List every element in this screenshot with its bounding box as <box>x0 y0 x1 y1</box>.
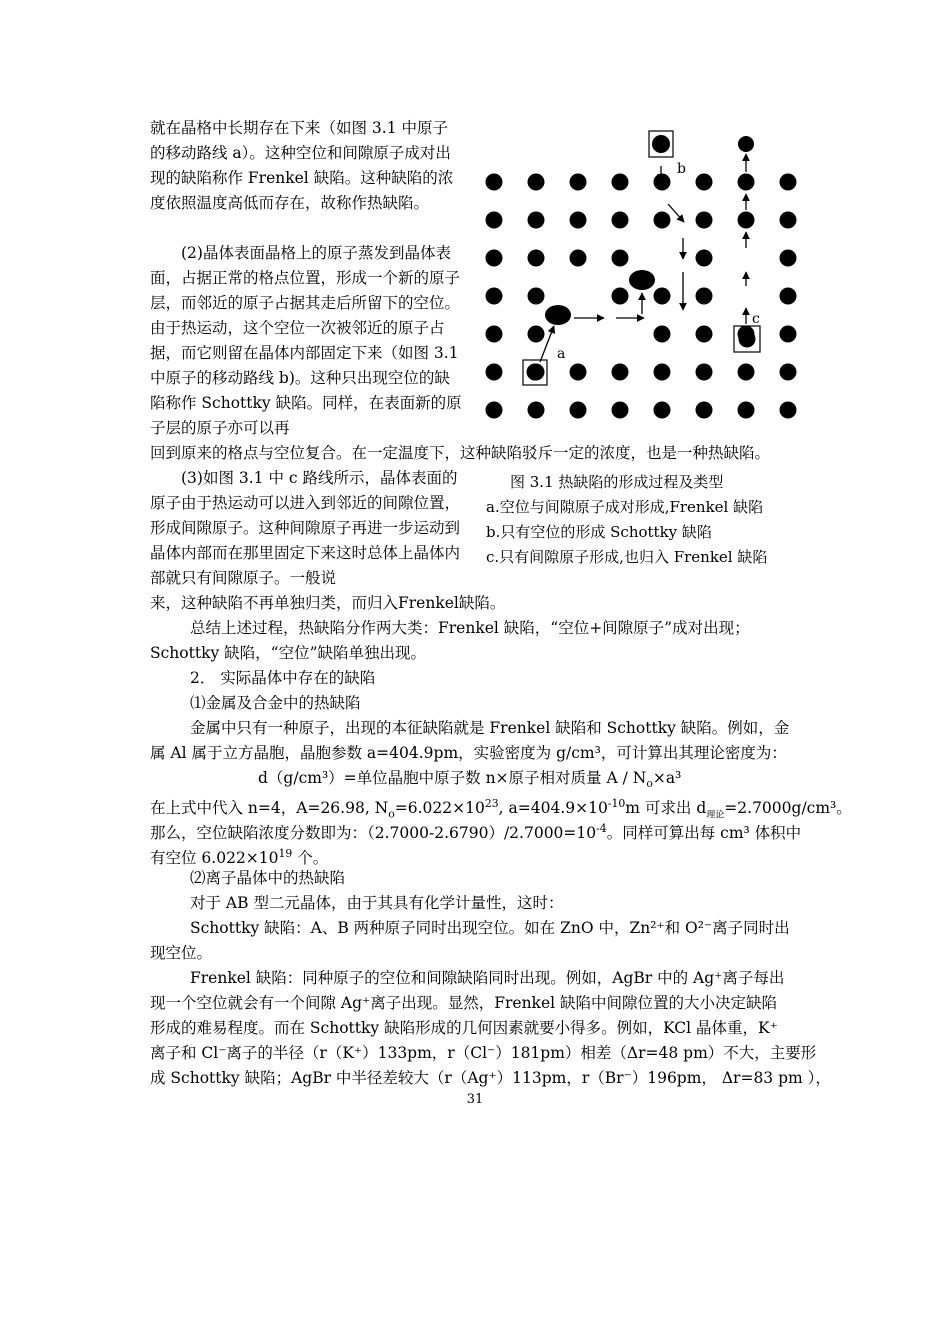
caption-a: a.空位与间隙原子成对形成,Frenkel 缺陷 <box>486 498 764 516</box>
ionic-line-1: 对于 AB 型二元晶体，由于其具有化学计量性，这时： <box>190 894 564 912</box>
lattice-atom <box>612 402 629 419</box>
lattice-atom <box>486 402 503 419</box>
lattice-atom <box>486 326 503 343</box>
lattice-atom <box>780 364 797 381</box>
lattice-atom <box>570 364 587 381</box>
lattice-atom <box>612 364 629 381</box>
sub1c: , a=404.9×10 <box>498 799 608 818</box>
formula-end: ×a³ <box>652 769 682 787</box>
lattice-atom <box>654 288 671 305</box>
lattice-atom <box>738 364 755 381</box>
lattice-atom <box>570 174 587 191</box>
sub1d: m 可求出 d <box>625 799 707 818</box>
summary-line-1: 总结上述过程，热缺陷分作两大类：Frenkel 缺陷，“空位+间隙原子”成对出现； <box>190 619 750 637</box>
page-number: 31 <box>466 1092 484 1107</box>
lattice-atom <box>696 174 713 191</box>
sub2a: 那么，空位缺陷浓度分数即为：（2.7000-2.6790）/2.7000=10 <box>150 824 597 843</box>
thermal-defect-figure <box>476 126 806 426</box>
lattice-atom <box>738 402 755 419</box>
frenkel-line-2: 现一个空位就会有一个间隙 Ag⁺离子出现。显然，Frenkel 缺陷中间隙位置的大小决定缺陷 <box>150 994 777 1012</box>
caption-title: 图 3.1 热缺陷的形成过程及类型 <box>510 473 724 491</box>
left-para-1-text: 就在晶格中长期存在下来（如图 3.1 中原子的移动路线 a）。这种空位和间隙原子成对出现的缺陷称作 Frenkel 缺陷。这种缺陷的浓度依照温度高低而存在，故称作热缺陷。 <box>150 119 454 212</box>
left-para-3-full <box>150 591 505 616</box>
lattice-atom <box>570 250 587 267</box>
sub1-exp2: -10 <box>607 797 626 810</box>
label-a: a <box>557 346 566 362</box>
lattice-atom <box>570 212 587 229</box>
sub2b: 。同样可算出每 cm³ 体积中 <box>606 824 802 843</box>
lattice-atom <box>780 250 797 267</box>
sub1-exp1: 23 <box>484 797 499 810</box>
lattice-atom <box>528 212 545 229</box>
lattice-atoms <box>486 174 797 419</box>
sub1-sub: o <box>388 807 395 821</box>
sub3-exp: 19 <box>278 847 293 860</box>
lattice-atom <box>738 212 755 229</box>
metal-line-1: 金属中只有一种原子，出现的本征缺陷就是 Frenkel 缺陷和 Schottky 缺陷。例如，金 <box>190 719 790 737</box>
sub2-exp: -4 <box>596 822 607 835</box>
lattice-atom <box>654 212 671 229</box>
surface-atom-b <box>652 135 670 153</box>
sub1b: =6.022×10 <box>394 799 485 818</box>
subsection-metal: ⑴金属及合金中的热缺陷 <box>190 694 361 712</box>
lattice-atom <box>696 326 713 343</box>
left-para-1 <box>150 116 462 216</box>
lattice-atom <box>696 250 713 267</box>
lattice-atom <box>486 364 503 381</box>
lattice-atom <box>780 174 797 191</box>
lattice-atom <box>486 212 503 229</box>
lattice-atom <box>612 174 629 191</box>
lattice-atom <box>528 250 545 267</box>
sub1e: =2.7000g/cm³。 <box>724 799 852 818</box>
lattice-atom <box>738 174 755 191</box>
label-c: c <box>752 311 760 327</box>
lattice-atom <box>696 364 713 381</box>
lattice-atom <box>528 402 545 419</box>
lattice-atom <box>696 288 713 305</box>
lattice-atom <box>486 174 503 191</box>
figure-caption <box>486 470 767 570</box>
sub3b: 个。 <box>292 849 329 868</box>
sub1a: 在上式中代入 n=4，A=26.98, N <box>150 799 389 818</box>
left-para-2-text: (2)晶体表面晶格上的原子蒸发到晶体表面，占据正常的格点位置，形成一个新的原子层，而邻近的原子占据其走后所留下的空位。由于热运动，这个空位一次被邻近的原子占据，而它则留在晶体内部固定下来（如图 3.1 中原子的移动路线 b)。这种只出现空位的缺陷称作 Schottky 缺陷。同样，在表面新的原子层的原子亦可以再 <box>150 244 462 437</box>
sub3a: 有空位 6.022×10 <box>150 849 279 868</box>
schottky-line-1: Schottky 缺陷：A、B 两种原子同时出现空位。如在 ZnO 中，Zn²⁺和 O²⁻离子同时出 <box>190 919 790 937</box>
lattice-atom <box>528 288 545 305</box>
interstitial-atom-a <box>545 305 571 325</box>
lattice-atom <box>612 288 629 305</box>
caption-b: b.只有空位的形成 Schottky 缺陷 <box>486 523 712 541</box>
lattice-atom <box>612 212 629 229</box>
lattice-atom <box>654 174 671 191</box>
boxed-atom <box>527 364 544 381</box>
lattice-atom <box>528 326 545 343</box>
lattice-atom <box>780 212 797 229</box>
lattice-atom <box>486 250 503 267</box>
lattice-atom <box>654 326 671 343</box>
frenkel-line-3: 形成的难易程度。而在 Schottky 缺陷形成的几何因素就要小得多。例如，KCl 晶体重，K⁺ <box>150 1019 778 1037</box>
frenkel-line-5: 成 Schottky 缺陷；AgBr 中半径差较大（r（Ag⁺）113pm，r（Br⁻）196pm， Δr=83 pm ）， <box>150 1069 831 1087</box>
frenkel-line-1: Frenkel 缺陷：同种原子的空位和间隙缺陷同时出现。例如，AgBr 中的 Ag⁺离子每出 <box>190 969 785 987</box>
schottky-line-2: 现空位。 <box>150 944 213 962</box>
section-heading-2: 2． 实际晶体中存在的缺陷 <box>190 669 376 687</box>
left-para-2-full-text: 回到原来的格点与空位复合。在一定温度下，这种缺陷驳斥一定的浓度，也是一种热缺陷。 <box>150 444 771 462</box>
subsection-ionic: ⑵离子晶体中的热缺陷 <box>190 869 346 887</box>
left-para-2-full <box>150 441 770 466</box>
lattice-atom <box>654 364 671 381</box>
summary-line-2: Schottky 缺陷，“空位”缺陷单独出现。 <box>150 644 426 662</box>
lattice-atom <box>612 250 629 267</box>
formula-sub: o <box>646 777 653 791</box>
lattice-atom <box>780 402 797 419</box>
metal-line-2: 属 Al 属于立方晶胞，晶胞参数 a=404.9pm，实验密度为 g/cm³，可计算出其理论密度为： <box>150 744 787 762</box>
formula-main: d（g/cm³）=单位晶胞中原子数 n×原子相对质量 A / N <box>258 769 647 787</box>
left-para-3-text: (3)如图 3.1 中 c 路线所示，晶体表面的原子由于热运动可以进入到邻近的间隙位置，形成间隙原子。这种间隙原子再进一步运动到晶体内部而在那里固定下来这时总体上晶体内部就只有间隙原子。一般说 <box>150 469 461 587</box>
frenkel-line-4: 离子和 Cl⁻离子的半径（r（K⁺）133pm，r（Cl⁻）181pm）相差（Δr=48 pm）不大，主要形 <box>150 1044 817 1062</box>
lattice-atom <box>570 402 587 419</box>
label-b: b <box>677 161 686 177</box>
lattice-atom <box>780 288 797 305</box>
interstitial-atom-b <box>629 270 655 290</box>
boxed-atom <box>739 331 756 348</box>
lattice-atom <box>780 326 797 343</box>
left-para-3-full-text: 来，这种缺陷不再单独归类，而归入Frenkel缺陷。 <box>150 594 506 612</box>
lattice-atom <box>654 402 671 419</box>
lattice-atom <box>486 288 503 305</box>
surface-atom-c <box>738 136 754 152</box>
left-para-3 <box>150 466 466 591</box>
caption-c: c.只有间隙原子形成,也归入 Frenkel 缺陷 <box>486 548 768 566</box>
lattice-atom <box>696 212 713 229</box>
lattice-atom <box>528 174 545 191</box>
left-para-2 <box>150 241 462 441</box>
sub1-sub2: 理论 <box>706 810 725 821</box>
lattice-atom <box>696 402 713 419</box>
